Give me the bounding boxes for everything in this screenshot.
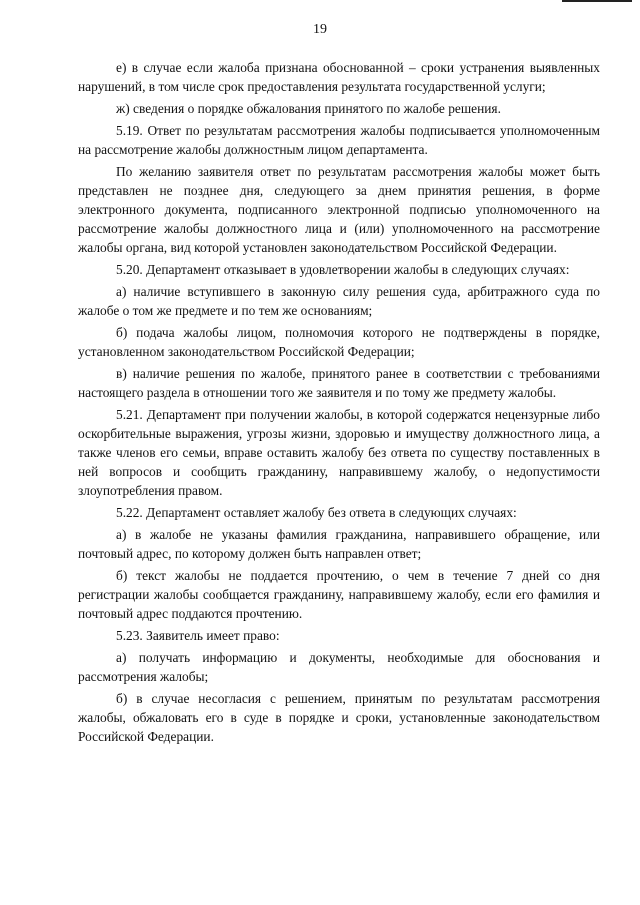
paragraph-5-22-a: а) в жалобе не указаны фамилия гражданина, направившего обращение, или почтовый адрес, по которому должен быть направлен ответ; (78, 527, 600, 561)
paragraph-5-20-a: а) наличие вступившего в законную силу решения суда, арбитражного суда по жалобе о том же предмете и по тем же основаниям; (78, 284, 600, 318)
paragraph-item-zh: ж) сведения о порядке обжалования принятого по жалобе решения. (116, 101, 501, 116)
page-number: 19 (313, 22, 327, 37)
paragraph-5-20: 5.20. Департамент отказывает в удовлетворении жалобы в следующих случаях: (116, 262, 570, 277)
paragraph-5-22: 5.22. Департамент оставляет жалобу без ответа в следующих случаях: (116, 505, 517, 520)
paragraph-5-20-v: в) наличие решения по жалобе, принятого ранее в соответствии с требованиями настоящего раздела в отношении того же заявителя и по тому же предмету жалобы. (78, 366, 600, 400)
paragraph-5-21: 5.21. Департамент при получении жалобы, в которой содержатся нецензурные либо оскорбительные выражения, угрозы жизни, здоровью и имуществу должностного лица, а также членов его семьи, вправе оставить жалобу без ответа по существу поставленных в ней вопросов и сообщить гражданину, направившему жалобу, о недопустимости злоупотребления правом. (78, 407, 600, 498)
paragraph-5-23-a: а) получать информацию и документы, необходимые для обоснования и рассмотрения жалобы; (78, 650, 600, 684)
paragraph-electronic-response: По желанию заявителя ответ по результатам рассмотрения жалобы может быть представлен не позднее дня, следующего за днем принятия решения, в форме электронного документа, подписанного электронной подписью уполномоченного на рассмотрение жалобы должностного лица и (или) уполномоченного на рассмотрение жалобы органа, вид которой установлен законодательством Российской Федерации. (78, 164, 600, 255)
paragraph-5-22-b: б) текст жалобы не поддается прочтению, о чем в течение 7 дней со дня регистрации жалобы сообщается гражданину, направившему жалобу, если его фамилия и почтовый адрес поддаются прочтению. (78, 568, 600, 621)
paragraph-5-23: 5.23. Заявитель имеет право: (116, 628, 280, 643)
paragraph-item-e: е) в случае если жалоба признана обоснованной – сроки устранения выявленных нарушений, в том числе срок предоставления результата государственной услуги; (78, 60, 600, 94)
top-edge-mark (562, 0, 632, 2)
paragraph-5-20-b: б) подача жалобы лицом, полномочия которого не подтверждены в порядке, установленном законодательством Российской Федерации; (78, 325, 600, 359)
paragraph-5-19: 5.19. Ответ по результатам рассмотрения жалобы подписывается уполномоченным на рассмотрение жалобы должностным лицом департамента. (78, 123, 600, 157)
paragraph-5-23-b: б) в случае несогласия с решением, принятым по результатам рассмотрения жалобы, обжаловать его в суде в порядке и сроки, установленные законодательством Российской Федерации. (78, 691, 600, 744)
document-body (78, 58, 600, 749)
